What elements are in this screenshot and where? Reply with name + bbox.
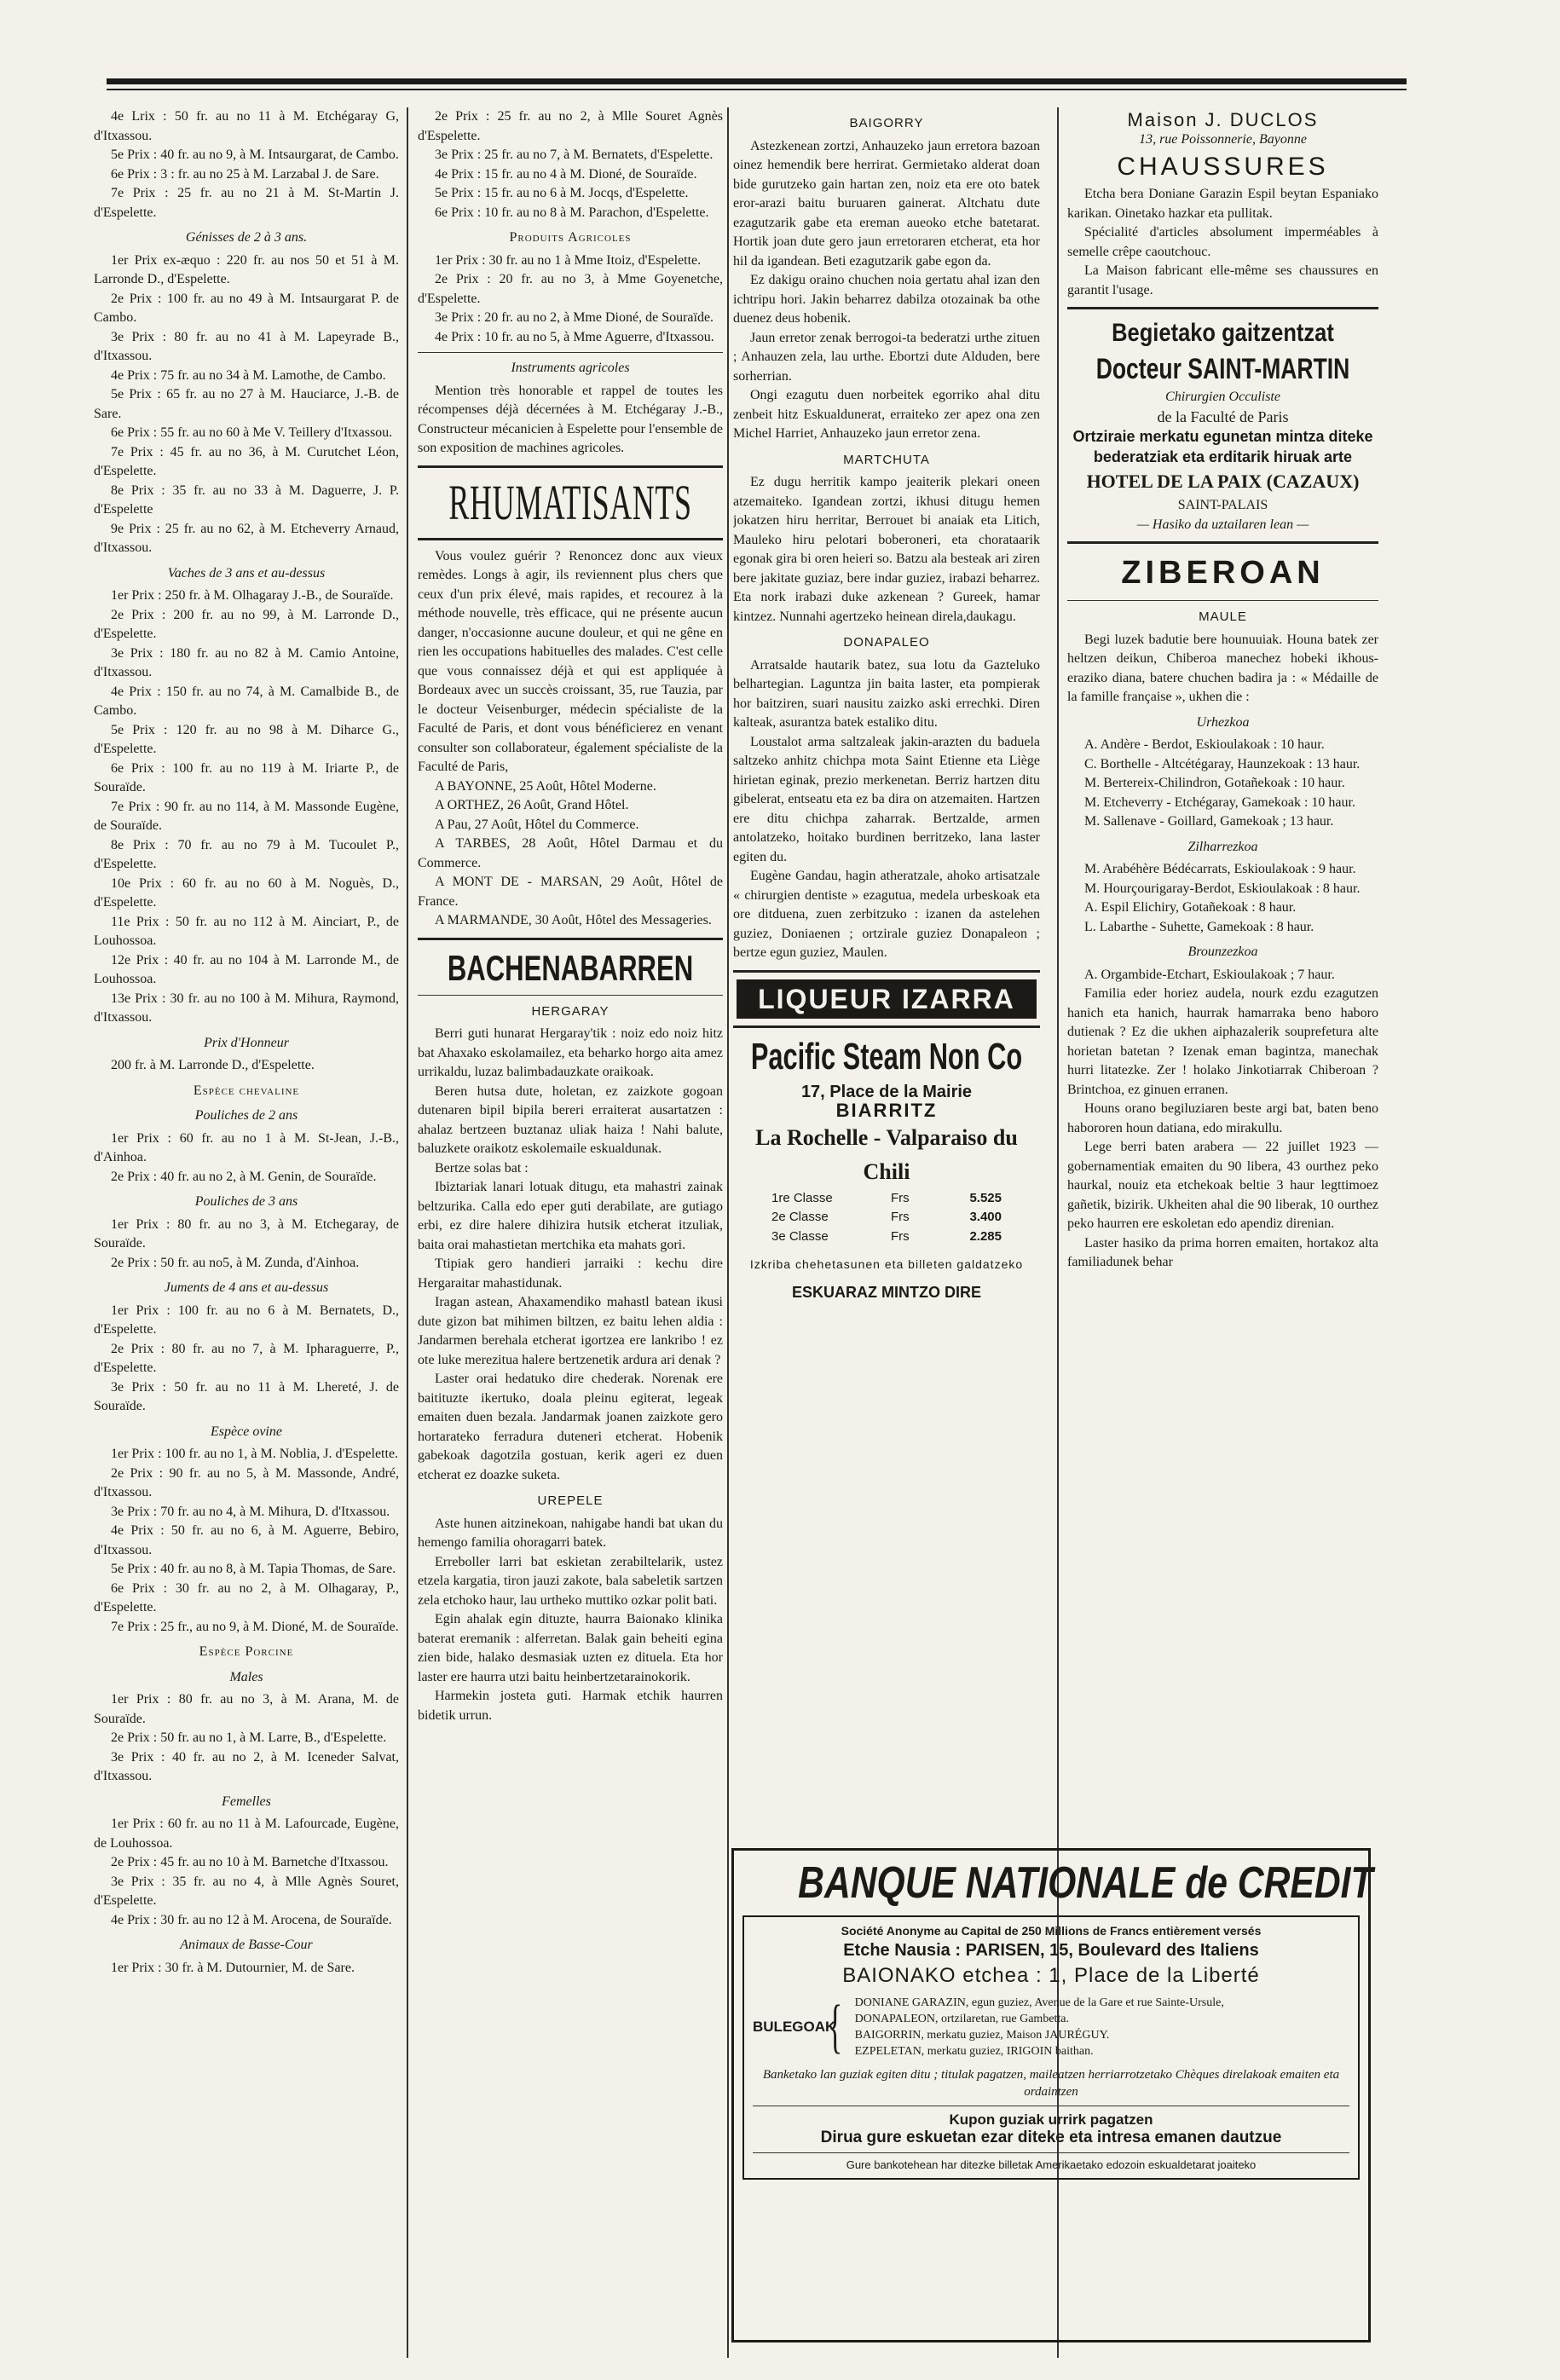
paragraph: Laster hasiko da prima horren emaiten, hortakoz alta familiadunek behar xyxy=(1067,1235,1378,1269)
divider xyxy=(1067,307,1378,309)
prize-entry: 200 fr. à M. Larronde D., d'Espelette. xyxy=(111,1058,315,1072)
paragraph: La Maison fabricant elle-même ses chaussures en garantit l'usage. xyxy=(1067,263,1378,298)
prize-entry: 2e Prix : 200 fr. au no 99, à M. Larronde D., d'Espelette. xyxy=(94,607,399,641)
paragraph: Laster orai hedatuko dire chederak. Norenak ere baitituzte ikertuko, doala pleinu egiterat, legeak emaiten duen bezala. Jandarmak joanen zaizkote gero hortarateko ferradura duteneri etcherat. Hobenik gabekoak dagotzila gostuan, kerik ageri ez duen etcherat ez doazke suketa. xyxy=(418,1372,723,1482)
prize-entry: M. Bertereix-Chilindron, Gotañekoak : 10 haur. xyxy=(1084,776,1345,790)
prize-entry: 5e Prix : 15 fr. au no 6 à M. Jocqs, d'Espelette. xyxy=(435,186,689,200)
prize-entry: 6e Prix : 3 : fr. au no 25 à M. Larzabal J. de Sare. xyxy=(111,166,379,182)
prize-entry: 6e Prix : 55 fr. au no 60 à Me V. Teillery d'Itxassou. xyxy=(111,425,393,440)
text-list xyxy=(418,1515,723,1726)
prize-entry: 2e Prix : 50 fr. au no 1, à M. Larre, B., d'Espelette. xyxy=(111,1730,387,1745)
text-list xyxy=(94,1690,399,1787)
paragraph: Eugène Gandau, hagin atheratzale, ahoko artisatzale « chirurgien dentiste » ezagutua, medela urbeskoak eta ore ditduena, zuen zerbitzuko : izanen da astelehen guziez, Doniaenen ; ortzirale guziez Donapaleon ; bertze egun guziez, Maulen. xyxy=(733,869,1040,960)
prize-entry: 2e Prix : 45 fr. au no 10 à M. Barnetche d'Itxassou. xyxy=(111,1855,389,1869)
section-heading: Pouliches de 3 ans xyxy=(194,1194,298,1209)
text-list xyxy=(418,251,723,348)
prize-entry: 13e Prix : 30 fr. au no 100 à M. Mihura, Raymond, d'Itxassou. xyxy=(94,991,399,1025)
prize-entry: 3e Prix : 70 fr. au no 4, à M. Mihura, D. d'Itxassou. xyxy=(111,1504,390,1519)
prize-entry: 3e Prix : 40 fr. au no 2, à M. Iceneder Salvat, d'Itxassou. xyxy=(94,1749,399,1783)
ad-banque-dirua: Dirua gure eskuetan ezar diteke eta intresa emanen dautzue xyxy=(820,2129,1282,2146)
prize-entry: 2e Prix : 50 fr. au no5, à M. Zunda, d'Ainhoa. xyxy=(111,1255,360,1270)
prize-entry: 2e Prix : 80 fr. au no 7, à M. Ipharaguerre, P., d'Espelette. xyxy=(94,1341,399,1375)
paragraph: Egin ahalak egin dituzte, haurra Baionako klinika baterat eremanik : alferretan. Balak gain beheiti egina zien bide, halako desmasiak uzten ez dituela. Eta hor laster ere haurra utzi baitu heinbertzetarainokorik. xyxy=(418,1612,723,1684)
fare-cls: 3e Classe xyxy=(771,1228,829,1244)
section-heading: DONAPALEO xyxy=(843,635,930,650)
paragraph: Bertze solas bat : xyxy=(435,1160,529,1176)
divider xyxy=(733,1025,1040,1028)
prize-entry: 1er Prix : 80 fr. au no 3, à M. Arana, M. de Souraïde. xyxy=(94,1692,399,1726)
paragraph: Iragan astean, Ahaxamendiko mahastl batean ikusi dute gizon bat mihimen biltzen, ez baitu lehen aldia : Jandarmen berehala etcherat igortzea ere lankribo ! ez ote luke merezitua halere bertzenetik ardura ari denak ? xyxy=(418,1295,723,1367)
prize-entry: L. Labarthe - Suhette, Gamekoak : 8 haur. xyxy=(1084,919,1314,934)
bulegoak-item: BAIGORRIN, merkatu guziez, Maison JAURÉGUY. xyxy=(854,2029,1110,2042)
ad-pacific-note: Izkriba chehetasunen eta billeten galdatzeko xyxy=(749,1257,1024,1271)
ad-doctor-body: Ortziraie merkatu egunetan mintza diteke bederatziak eta erditarik hiruak arte xyxy=(1072,428,1373,465)
prize-entry: 2e Prix : 20 fr. au no 3, à Mme Goyenetche, d'Espelette. xyxy=(418,272,723,306)
paragraph: Aste hunen aitzinekoan, nahigabe handi bat ukan du hemengo familia ohoragarri batek. xyxy=(418,1516,723,1550)
section-heading: HERGARAY xyxy=(531,1003,610,1019)
paragraph: Etcha bera Doniane Garazin Espil beytan Espaniako karikan. Oinetako hazkar eta pullitak. xyxy=(1067,187,1378,221)
text-list xyxy=(418,107,723,222)
fare-cur: Frs xyxy=(891,1190,910,1205)
ad-begietako: Begietako gaitzentzat xyxy=(1112,319,1334,347)
paragraph: A TARBES, 28 Août, Hôtel Darmau et du Commerce. xyxy=(418,836,723,870)
ad-banque-nationale xyxy=(731,1848,1371,2342)
fare-price: 5.525 xyxy=(969,1190,1002,1205)
prize-entry: 10e Prix : 60 fr. au no 60 à M. Noguès, D., d'Espelette. xyxy=(94,875,399,910)
paragraph: Harmekin josteta guti. Harmak etchik haurren bidetik urrun. xyxy=(418,1689,723,1723)
bulegoak-item: EZPELETAN, merkatu guziez, IRIGOIN baithan. xyxy=(854,2045,1094,2058)
paragraph: Ez dugu herritik kampo jeaiterik plekari oneen atzemaiteko. Igandean zortzi, ikhusi ditugu hemen jokatzen hiru herritar, Berrouet bi anaiak eta Litich, Mauleko hiru pelotari boberoneri, eta chorataarik egonak gira bi oren heieri so. Batzu ala besteak ari ziren bere jakitate guziaz, bere indar guziez, irabazi beharrez. Eta nork irabazi duke azkenean ? Gureek, hamar kintzez. Nunnahi agertzeko heinean direla,daukagu. xyxy=(733,475,1040,624)
section-title-bachenabarren: BACHENABARREN xyxy=(447,947,694,988)
divider xyxy=(418,938,723,940)
paragraph: Lege berri baten arabera — 22 juillet 1923 — gobernamentiak emaiten du 90 libera, 43 ourthez peko haurkal, nouiz eta etchekoak beltie 3 haur legttimoez gañetik, bizirik. Ukheiten ahal die 90 liberak, 10 ourthez peko haurren ere eskoletan edo apendiz direnian. xyxy=(1067,1140,1378,1231)
prize-entry: 4e Prix : 75 fr. au no 34 à M. Lamothe, de Cambo. xyxy=(111,367,386,383)
text-list xyxy=(94,1302,399,1417)
section-heading: Espèce ovine xyxy=(211,1424,282,1439)
prize-entry: 3e Prix : 50 fr. au no 11 à M. Lhereté, J. de Souraïde. xyxy=(94,1379,399,1413)
divider xyxy=(418,538,723,540)
ad-hotel: HOTEL DE LA PAIX (CAZAUX) xyxy=(1086,471,1360,492)
ad-banque-kupon: Kupon guziak urrirk pagatzen xyxy=(949,2111,1153,2128)
paragraph: Astezkenean zortzi, Anhauzeko jaun erretora bazoan oinez hemendik bere herrirat. Germietako alderat doan bide gurutzeko gain hartan zen, noiz eta ere oto batek eror-arazi baitu buruaren gainerat. Altchatu dute ezagutzarik gabe eta ereman aueoko etche batetarat. Hortik joan dute gero jaun erretoraren etcherat, eta hor hil da igandean. Beti ezagutzarik gabe egon da. xyxy=(733,138,1040,269)
paragraph: A Pau, 27 Août, Hôtel du Commerce. xyxy=(435,817,639,832)
prize-entry: 7e Prix : 90 fr. au no 114, à M. Massonde Eugène, de Souraïde. xyxy=(94,799,399,833)
divider xyxy=(753,2152,1349,2153)
text-list xyxy=(733,473,1040,627)
section-heading: UREPELE xyxy=(537,1493,604,1508)
prize-entry: 4e Prix : 30 fr. au no 12 à M. Arocena, de Souraïde. xyxy=(111,1912,392,1927)
ad-rhumatisants-title: RHUMATISANTS xyxy=(448,474,692,530)
prize-entry: 1er Prix : 250 fr. à M. Olhagaray J.-B., de Souraïde. xyxy=(111,588,394,603)
prize-entry: 5e Prix : 65 fr. au no 27 à M. Hauciarce, J.-B. de Sare. xyxy=(94,387,399,421)
paragraph: Spécialité d'articles absolument imperméables à semelle crêpe caoutchouc. xyxy=(1067,225,1378,259)
fare-price: 2.285 xyxy=(969,1228,1002,1244)
paragraph: A MARMANDE, 30 Août, Hôtel des Messageries. xyxy=(435,913,712,927)
section-heading: Prix d'Honneur xyxy=(204,1035,289,1050)
prize-entry: 4e Prix : 150 fr. au no 74, à M. Camalbide B., de Cambo. xyxy=(94,684,399,718)
top-rule xyxy=(107,78,1407,84)
paragraph: Berri guti hunarat Hergaray'tik : noiz edo noiz hitz bat Ahaxako eskolamailez, eta beharko horgo aita amez urrikaldu, luzaz balimbadauzkate oraikoak. xyxy=(418,1026,723,1079)
prize-entry: 4e Prix : 10 fr. au no 5, à Mme Aguerre, d'Itxassou. xyxy=(435,329,714,344)
prize-entry: 3e Prix : 80 fr. au no 41 à M. Lapeyrade B., d'Itxassou. xyxy=(94,329,399,363)
column-1 xyxy=(94,107,399,2358)
paragraph: A ORTHEZ, 26 Août, Grand Hôtel. xyxy=(435,798,629,812)
bulegoak-list xyxy=(855,1995,1224,2059)
prize-entry: M. Sallenave - Goillard, Gamekoak ; 13 haur. xyxy=(1084,814,1334,829)
ad-pacific-title: Pacific Steam Non Co xyxy=(750,1035,1023,1077)
divider xyxy=(1067,600,1378,601)
ad-duclos-name: Maison J. DUCLOS xyxy=(1127,109,1319,130)
text-list xyxy=(94,1815,399,1930)
ad-banque-bulegoak xyxy=(753,1995,1349,2059)
text-list xyxy=(94,1216,399,1274)
paragraph: Ez dakigu oraino chuchen noia gertatu ahal izan den ichtripu hori. Jakin beharrez dabilza otozainak ba othe duenez deus hobenik. xyxy=(733,273,1040,326)
paragraph: Loustalot arma saltzaleak jakin-arazten du baduela saltzeko anhitz chichpa mota Saint Etienne eta Liège hirietan eginak, prezio merkenetan. Berriz hartzen ditu gibelerat, entseatu eta ez ba dira on atzemaiten. Hartzen ere ditu chichpa zaharrak. Bertzalde, armen antolatzeko, hoitako burdinen berritzeko, lana laster egiten du. xyxy=(733,734,1040,864)
paragraph: Ibiztariak lanari lotuak ditugu, eta mahastri zainak beltzurika. Calla edo eper guti derabilate, are gutiago erbi, ez dire halere dihizira hutsik etcherat itzuliak, baita orai mahastietan mertchika eta mahats gori. xyxy=(418,1180,723,1252)
section-heading: Juments de 4 ans et au-dessus xyxy=(164,1280,329,1295)
paragraph: Jaun erretor zenak berrogoi-ta bederatzi urthe zituen ; Anhauzen zela, lau urthe. Ebortzi dute Alduden, bere sorherrian. xyxy=(733,330,1040,384)
fare-cur: Frs xyxy=(891,1228,910,1244)
text-list xyxy=(94,107,399,222)
prize-entry: 1er Prix ex-æquo : 220 fr. au nos 50 et 51 à M. Larronde D., d'Espelette. xyxy=(94,252,399,286)
text-list xyxy=(733,656,1040,963)
prize-entry: 4e Prix : 50 fr. au no 6, à M. Aguerre, Bebiro, d'Itxassou. xyxy=(94,1523,399,1557)
section-heading: Urhezkoa xyxy=(1196,714,1250,730)
prize-entry: 1er Prix : 100 fr. au no 6 à M. Bernatets, D., d'Espelette. xyxy=(94,1303,399,1337)
top-rule-thin xyxy=(107,89,1407,90)
section-heading: Animaux de Basse-Cour xyxy=(180,1938,313,1952)
ad-pacific-city: BIARRITZ xyxy=(835,1100,938,1121)
prize-entry: 7e Prix : 25 fr., au no 9, à M. Dioné, M. de Souraïde. xyxy=(111,1619,399,1634)
prize-entry: A. Espil Elichiry, Gotañekoak : 8 haur. xyxy=(1084,900,1297,915)
divider xyxy=(1067,541,1378,544)
prize-entry: 3e Prix : 25 fr. au no 7, à M. Bernatets, d'Espelette. xyxy=(435,147,714,162)
paragraph: Beren hutsa dute, holetan, ez zaizkote gogoan dutenaren bipil bipila bereri erraiterat ausartatzen : ahalaz bertzeen buztanaz uliak haiza ! Nahi balute, baluzkete oraikotz eskolemaile eskualdunak. xyxy=(418,1083,723,1156)
paragraph: Erreboller larri bat eskietan zerabiltelarik, ustez etzela kargatia, tiron jauzi zakote, bala sabeletik sartzen zela etchoko haur, lau urtheko muttiko ozkar polit bati. xyxy=(418,1554,723,1608)
text-list xyxy=(94,586,399,1028)
divider xyxy=(418,995,723,996)
fare-cls: 2e Classe xyxy=(771,1210,829,1224)
section-heading: Males xyxy=(229,1669,263,1684)
ad-banque-inner xyxy=(742,1915,1360,2180)
prize-entry: 2e Prix : 90 fr. au no 5, à M. Massonde, André, d'Itxassou. xyxy=(94,1465,399,1499)
ad-duclos-title: CHAUSSURES xyxy=(1117,153,1329,181)
prize-entry: 1er Prix : 60 fr. au no 11 à M. Lafourcade, Eugène, de Louhossoa. xyxy=(94,1817,399,1851)
text-list xyxy=(418,777,723,931)
fare-row xyxy=(771,1189,1002,1209)
column-rule xyxy=(407,107,408,2358)
bulegoak-item: DONAPALEON, ortzilaretan, rue Gambetta. xyxy=(854,2013,1070,2025)
text-list xyxy=(1067,736,1378,832)
prize-entry: 7e Prix : 45 fr. au no 36, à M. Curutchet Léon, d'Espelette. xyxy=(94,444,399,478)
prize-entry: 1er Prix : 60 fr. au no 1 à M. St-Jean, J.-B., d'Ainhoa. xyxy=(94,1130,399,1164)
section-title-ziberoan: ZIBEROAN xyxy=(1121,555,1325,591)
paragraph: Ongi ezagutu duen norbeitek egorriko ahal ditu zenbeit hitz Eskualdunerat, erraiteko zer apez ona zen Michel Harriet, Anhauzeko jaun erretor zena. xyxy=(733,388,1040,441)
paragraph: A BAYONNE, 25 Août, Hôtel Moderne. xyxy=(435,778,656,794)
ad-banque-foot: Gure bankotehean har ditezke billetak Amerikaetako edozoin eskualdetarat joaiteko xyxy=(846,2158,1257,2171)
ad-pacific-address: 17, Place de la Mairie xyxy=(800,1082,973,1101)
section-heading: MAULE xyxy=(1199,609,1247,624)
prize-entry: 12e Prix : 40 fr. au no 104 à M. Larronde M., de Louhossoa. xyxy=(94,952,399,986)
paragraph: Mention très honorable et rappel de toutes les récompenses déjà décernées à M. Etchégaray J.-B., Constructeur mécanicien à Espelette pour l'ensemble de son exposition de machines agricoles. xyxy=(418,383,723,455)
divider xyxy=(733,970,1040,973)
prize-entry: 1er Prix : 100 fr. au no 1, à M. Noblia, J. d'Espelette. xyxy=(111,1447,399,1461)
divider xyxy=(418,352,723,353)
prize-entry: 6e Prix : 30 fr. au no 2, à M. Olhagaray, P., d'Espelette. xyxy=(94,1580,399,1615)
section-heading: Femelles xyxy=(222,1794,271,1809)
ad-pacific-foot: ESKUARAZ MINTZO DIRE xyxy=(792,1283,981,1301)
section-heading: Espèce Porcine xyxy=(199,1644,294,1659)
ad-hotel-city: SAINT-PALAIS xyxy=(1177,498,1268,512)
prize-entry: 3e Prix : 35 fr. au no 4, à Mlle Agnès Souret, d'Espelette. xyxy=(94,1874,399,1908)
prize-entry: 2e Prix : 100 fr. au no 49 à M. Intsaurgarat P. de Cambo. xyxy=(94,291,399,325)
prize-entry: 5e Prix : 40 fr. au no 9, à M. Intsaurgarat, de Cambo. xyxy=(111,147,399,162)
ad-banque-banketako: Banketako lan guziak egiten ditu ; titulak pagatzen, maileatzen herriarrotzetako Chèques direlakoak emaiten eta ordaintzen xyxy=(762,2068,1340,2099)
fare-price: 3.400 xyxy=(969,1210,1002,1224)
ad-pacific-route: La Rochelle - Valparaiso du Chili xyxy=(755,1124,1018,1184)
prize-entry: M. Arabéhère Bédécarrats, Eskioulakoak : 9 haur. xyxy=(1084,862,1356,876)
ad-izarra: LIQUEUR IZARRA xyxy=(737,979,1037,1019)
prize-entry: 11e Prix : 50 fr. au no 112 à M. Ainciart, P., de Louhossoa. xyxy=(94,914,399,948)
prize-entry: 2e Prix : 25 fr. au no 2, à Mlle Souret Agnès d'Espelette. xyxy=(418,109,723,143)
prize-entry: A. Andère - Berdot, Eskioulakoak : 10 haur. xyxy=(1084,737,1325,752)
prize-entry: 6e Prix : 100 fr. au no 119 à M. Iriarte P., de Souraïde. xyxy=(94,760,399,794)
section-heading: BAIGORRY xyxy=(849,116,924,130)
ad-doctor-sub: Chirurgien Occuliste xyxy=(1165,390,1280,404)
divider xyxy=(418,465,723,468)
fare-cur: Frs xyxy=(891,1210,910,1224)
paragraph: Familia eder horiez audela, nourk ezdu ezagutzen hanich eta hanich, haurrak hamarraka beno haboro dutienak ? Ez die ukhen aiphazalerik souprefetura alte horietan batetan ? Izenak eman bagintza, manechak hurri litatezke. Zer ! holako Jinkotiarrak Chiberoan ? Brintchoa, ez ginuen erranen. xyxy=(1067,986,1378,1097)
prize-entry: 3e Prix : 20 fr. au no 2, à Mme Dioné, de Souraïde. xyxy=(435,310,714,325)
section-heading: Vaches de 3 ans et au-dessus xyxy=(167,565,326,581)
text-list xyxy=(1067,860,1378,937)
column-rule xyxy=(727,107,729,2358)
paragraph: Ttipiak gero handieri jarraiki : kechu dire Hergaraitar mahastidunak. xyxy=(418,1256,723,1291)
fare-cls: 1re Classe xyxy=(771,1190,833,1205)
prize-entry: 8e Prix : 70 fr. au no 79 à M. Tucoulet P., d'Espelette. xyxy=(94,837,399,871)
paragraph: Arratsalde hautarik batez, sua lotu da Gazteluko belhartegian. Laguntza jin baita laster, eta pompierak hor baitziren, suari nausitu zaizko aski errechki. Diren kalteak, asurantza batek estaliko ditu. xyxy=(733,657,1040,730)
section-heading: Instruments agricoles xyxy=(511,361,630,375)
fare-table xyxy=(733,1189,1040,1247)
ad-rhumatisants-body: Vous voulez guérir ? Renoncez donc aux vieux remèdes. Longs à agir, ils reviennent plus chers que ceux d'un prix élevé, mais rapides, et recourez à la méthode nouvelle, très efficace, qui ne présente aucun danger, n'occasionne aucune douleur, et qui ne gêne en rien les occupations habituelles des malades. C'est celle que vous connaissez déjà et qui est appliquée à Bordeaux avec un succès croissant, 35, rue Tauzia, par le docteur Veisenburger, médecin spécialiste de la Faculté de Paris, et dont vous bénéficierez en venant consulter son collaborateur, également spécialiste de la Faculté de Paris, xyxy=(418,548,723,774)
section-heading: MARTCHUTA xyxy=(843,452,930,467)
text-list xyxy=(418,1025,723,1485)
prize-entry: 2e Prix : 40 fr. au no 2, à M. Genin, de Souraïde. xyxy=(111,1169,377,1184)
prize-entry: M. Hourçourigaray-Berdot, Eskioulakoak : 8 haur. xyxy=(1084,881,1361,896)
section-heading: Espèce chevaline xyxy=(193,1083,300,1098)
ad-doctor-faculty: de la Faculté de Paris xyxy=(1157,407,1289,425)
prize-entry: M. Etcheverry - Etchégaray, Gamekoak : 10 haur. xyxy=(1084,794,1355,810)
ad-hotel-note: — Hasiko da uztailaren lean — xyxy=(1136,517,1309,532)
prize-entry: 7e Prix : 25 fr. au no 21 à M. St-Martin J. d'Espelette. xyxy=(94,186,399,220)
brace: { xyxy=(828,1994,843,2059)
section-heading: Pouliches de 2 ans xyxy=(194,1108,298,1123)
text-list xyxy=(94,1445,399,1637)
section-heading: Produits Agricoles xyxy=(509,230,632,245)
ad-banque-etche: Etche Nausia : PARISEN, 15, Boulevard des Italiens xyxy=(843,1941,1259,1960)
prize-entry: 5e Prix : 40 fr. au no 8, à M. Tapia Thomas, de Sare. xyxy=(111,1562,396,1576)
prize-entry: 1er Prix : 80 fr. au no 3, à M. Etchegaray, de Souraïde. xyxy=(94,1216,399,1251)
ad-banque-title: BANQUE NATIONALE de CREDIT xyxy=(798,1858,1373,1908)
prize-entry: C. Borthelle - Altcétégaray, Haunzekoak : 13 haur. xyxy=(1084,756,1361,771)
fare-row xyxy=(771,1208,1002,1228)
prize-entry: 9e Prix : 25 fr. au no 62, à M. Etcheverry Arnaud, d'Itxassou. xyxy=(94,521,399,555)
prize-entry: 4e Prix : 15 fr. au no 4 à M. Dioné, de Souraïde. xyxy=(435,166,697,182)
ad-duclos-address: 13, rue Poissonnerie, Bayonne xyxy=(1139,131,1307,147)
paragraph: Begi luzek badutie bere hounuuiak. Houna batek zer heltzen deikun, Chiberoa manechez hobeki ikhous-eraziko diana, batere chuchen badira ja : « Médaille de la famille française », ukhen die : xyxy=(1067,632,1378,704)
prize-entry: 6e Prix : 10 fr. au no 8 à M. Parachon, d'Espelette. xyxy=(435,205,709,220)
text-list xyxy=(733,137,1040,444)
section-heading: Brounzezkoa xyxy=(1187,944,1258,959)
bulegoak-label: BULEGOAK xyxy=(753,2019,836,2035)
text-list xyxy=(1067,185,1378,300)
paragraph: A. Orgambide-Etchart, Eskioulakoak ; 7 haur. xyxy=(1084,967,1335,982)
prize-entry: 1er Prix : 30 fr. à M. Dutournier, M. de Sare. xyxy=(111,1960,355,1975)
ad-banque-capital: Société Anonyme au Capital de 250 Millions de Francs entièrement versés xyxy=(841,1924,1262,1938)
bulegoak-item: DONIANE GARAZIN, egun guziez, Avenue de la Gare et rue Sainte-Ursule, xyxy=(854,1996,1224,2009)
prize-entry: 4e Lrix : 50 fr. au no 11 à M. Etchégaray G, d'Itxassou. xyxy=(94,109,399,143)
section-heading: Zilharrezkoa xyxy=(1187,839,1258,854)
prize-entry: 5e Prix : 120 fr. au no 98 à M. Diharce G., d'Espelette. xyxy=(94,722,399,756)
text-list xyxy=(94,1129,399,1187)
prize-entry: 3e Prix : 180 fr. au no 82 à M. Camio Antoine, d'Itxassou. xyxy=(94,645,399,679)
paragraph: A MONT DE - MARSAN, 29 Août, Hôtel de France. xyxy=(418,875,723,909)
text-list xyxy=(94,251,399,558)
prize-entry: 1er Prix : 30 fr. au no 1 à Mme Itoiz, d'Espelette. xyxy=(435,252,702,268)
section-heading: Génisses de 2 à 3 ans. xyxy=(185,230,308,245)
paragraph: Houns orano begiluziaren beste argi bat, baten beno habororen houn datiana, edo mirakullu. xyxy=(1067,1101,1378,1135)
prize-entry: 8e Prix : 35 fr. au no 33 à M. Daguerre, J. P. d'Espelette xyxy=(94,482,399,517)
text-list xyxy=(1067,966,1378,1273)
ad-banque-baionako: BAIONAKO etchea : 1, Place de la Liberté xyxy=(842,1964,1260,1987)
column-2 xyxy=(418,107,723,2358)
fare-row xyxy=(771,1228,1002,1247)
ad-doctor-name: Docteur SAINT-MARTIN xyxy=(1095,353,1350,385)
text-list xyxy=(94,1959,399,1979)
